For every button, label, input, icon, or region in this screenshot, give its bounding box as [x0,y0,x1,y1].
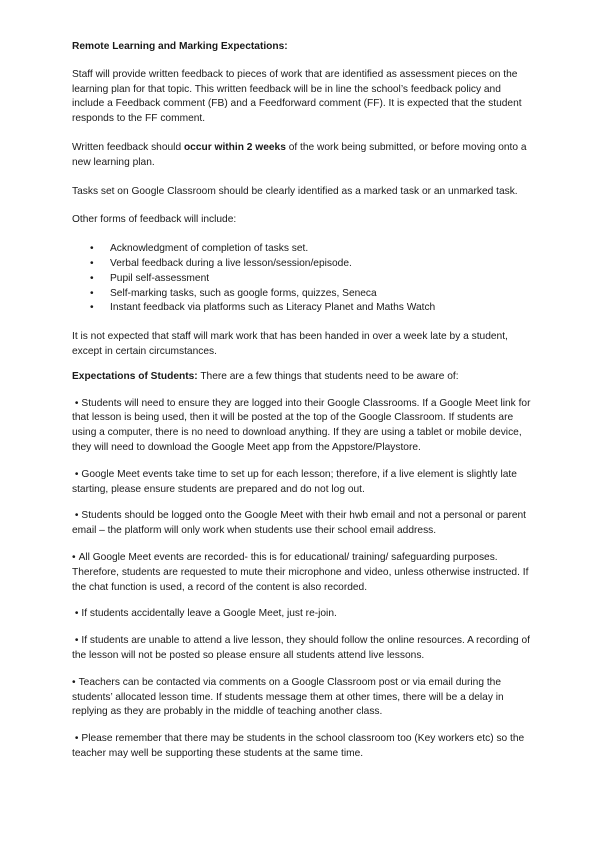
list-item-text: Pupil self-assessment [110,272,210,284]
list-item-text: Self-marking tasks, such as google forms, quizzes, Seneca [110,287,377,299]
student-expectations-intro-text: There are a few things that students need to be aware of: [197,370,459,382]
bullet-icon: • [74,733,79,745]
bullet-icon: • [90,302,94,314]
other-feedback-intro: Other forms of feedback will include: [72,214,237,226]
list-item-text: Verbal feedback during a live lesson/session/episode. [110,257,352,269]
student-expectation-text: All Google Meet events are recorded- this is for educational/ training/ safeguarding purposes. Therefore, students are requested to mute their microphone and video, unless otherwise instructed. If the chat function is used, a record of the content is also recorded. [72,551,529,593]
document-page [72,40,532,774]
student-expectation-text: Please remember that there may be students in the school classroom too (Key workers etc) so the teacher may well be supporting these students at the same time. [72,733,525,759]
student-expectation-item [72,468,532,498]
student-expectation-item [72,607,532,622]
bullet-icon: • [90,257,94,269]
list-item-text: Instant feedback via platforms such as Literacy Planet and Maths Watch [110,302,436,314]
bullet-icon: • [90,243,94,255]
student-expectation-text: Google Meet events take time to set up for each lesson; therefore, if a live element is slightly late starting, please ensure students are prepared and do not log out. [72,468,517,495]
list-item [72,301,532,316]
bullet-icon: • [74,468,79,480]
student-expectation-item [72,397,532,456]
student-expectation-text: Teachers can be contacted via comments on a Google Classroom post or via email during the students’ allocated lesson time. If students message them at other times, there will be a delay in replying as they are probably in the middle of teaching another class. [72,676,504,718]
bullet-icon: • [90,272,94,284]
student-expectation-item [72,551,532,595]
assessment-feedback-paragraph: Staff will provide written feedback to pieces of work that are identified as assessment pieces on the learning plan for that topic. This written feedback will be in line the school’s feedback policy and include a Feedback comment (FB) and a Feedforward comment (FF). It is expected that the student responds to the FF comment. [72,68,522,125]
feedback-timing-text-end: of the work being submitted, or before moving onto a new learning plan. [72,141,527,168]
student-expectation-text: If students accidentally leave a Google Meet, just re-join. [81,608,337,620]
bullet-icon: • [74,397,79,409]
student-expectation-item [72,509,532,539]
student-expectation-text: Students will need to ensure they are logged into their Google Classrooms. If a Google Meet link for that lesson is being used, then it will be posted at the top of the Google Classroom. If students are using a computer, there is no need to download anything. If they are using a tablet or mobile device, they will need to download the Google Meet app from the Appstore/Playstore. [72,397,531,453]
student-expectation-text: Students should be logged onto the Google Meet with their hwb email and not a personal or parent email – the platform will only work when students use their school email address. [72,510,527,537]
list-item-text: Acknowledgment of completion of tasks set. [110,243,309,255]
student-expectation-text: If students are unable to attend a live lesson, they should follow the online resources. A recording of the lesson will not be posted so please ensure all students attend live lessons. [72,635,530,661]
student-expectations-intro [72,370,532,385]
bullet-icon: • [74,635,79,647]
feedback-forms-list [72,242,532,316]
bullet-icon: • [72,551,76,563]
list-item [72,272,532,287]
list-item [72,242,532,257]
bullet-icon: • [72,676,76,688]
bullet-icon: • [74,510,79,522]
feedback-timing-text-start: Written feedback should [72,141,184,153]
document-title: Remote Learning and Marking Expectations: [72,41,288,52]
feedback-timing-paragraph [72,141,532,171]
bullet-icon: • [90,287,94,299]
student-expectations-heading: Expectations of Students: [72,370,198,382]
late-work-paragraph: It is not expected that staff will mark work that has been handed in over a week late by a student, except in certain circumstances. [72,331,508,357]
student-expectation-item [72,732,532,762]
feedback-timing-emphasis: occur within 2 weeks [183,141,286,153]
student-expectation-item [72,676,532,720]
student-expectation-item [72,634,532,664]
google-classroom-tasks-paragraph: Tasks set on Google Classroom should be clearly identified as a marked task or an unmarked task. [72,185,518,197]
list-item [72,287,532,302]
bullet-icon: • [74,608,79,620]
list-item [72,257,532,272]
